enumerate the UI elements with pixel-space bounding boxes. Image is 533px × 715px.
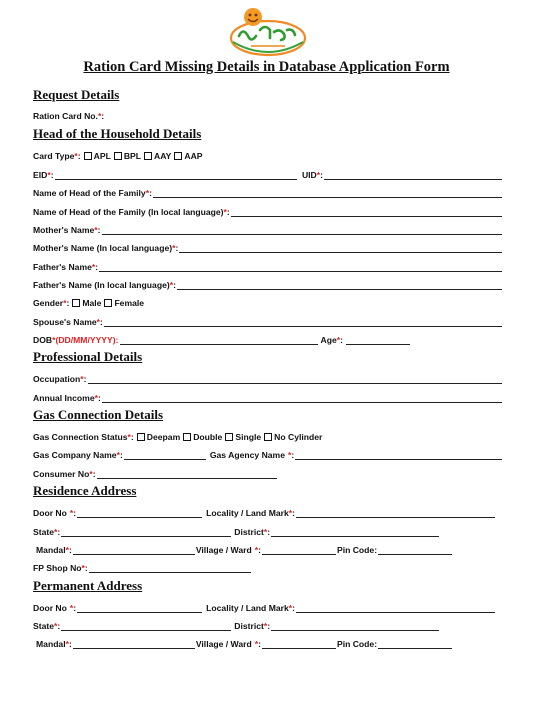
permanent-district-label: District	[234, 621, 264, 631]
residence-district-field[interactable]	[271, 526, 439, 537]
card-type-aay-option[interactable]: AAY	[141, 151, 171, 161]
permanent-state-field[interactable]	[61, 620, 231, 631]
gas-deepam-option[interactable]: Deepam	[134, 432, 180, 442]
residence-door-row: Door No * : Locality / Land Mark * :	[33, 504, 503, 518]
father-name-local-row: Father's Name (In local language) * :	[33, 276, 503, 290]
permanent-pin-code-label: Pin Code:	[336, 639, 378, 649]
dob-field[interactable]	[120, 334, 318, 345]
permanent-village-field[interactable]	[262, 638, 336, 649]
father-name-local-field[interactable]	[177, 279, 502, 290]
permanent-village-label: Village / Ward	[195, 639, 252, 649]
double-checkbox[interactable]	[183, 433, 191, 441]
dob-format: (DD/MM/YYYY):	[55, 335, 119, 345]
residence-village-field[interactable]	[262, 544, 336, 555]
card-type-row: Card Type * : APL BPL AAY AAP	[33, 151, 203, 161]
dob-age-row: DOB * (DD/MM/YYYY): Age * :	[33, 331, 411, 345]
eid-uid-row: EID * : UID * :	[33, 166, 503, 180]
occupation-label: Occupation	[33, 374, 81, 384]
permanent-state-row: State * : District * :	[33, 617, 440, 631]
residence-door-no-field[interactable]	[77, 507, 202, 518]
permanent-locality-field[interactable]	[296, 602, 495, 613]
spouse-name-row: Spouse's Name * :	[33, 313, 503, 327]
single-checkbox[interactable]	[225, 433, 233, 441]
residence-mandal-label: Mandal	[36, 545, 66, 555]
card-type-label: Card Type	[33, 151, 75, 161]
occupation-field[interactable]	[88, 373, 502, 384]
ration-card-no-row: Ration Card No. * :	[33, 111, 105, 121]
spouse-name-field[interactable]	[104, 316, 502, 327]
gas-single-option[interactable]: Single	[222, 432, 261, 442]
head-name-local-row: Name of Head of the Family (In local language) * :	[33, 203, 503, 217]
permanent-locality-label: Locality / Land Mark	[206, 603, 289, 613]
aay-checkbox[interactable]	[144, 152, 152, 160]
gender-label: Gender	[33, 298, 64, 308]
head-name-local-field[interactable]	[231, 206, 502, 217]
gas-agency-label: Gas Agency Name	[209, 450, 285, 460]
meeseva-logo	[227, 6, 309, 58]
permanent-door-no-field[interactable]	[77, 602, 202, 613]
eid-field[interactable]	[55, 169, 297, 180]
section-residence-address: Residence Address	[33, 483, 137, 498]
permanent-mandal-row: Mandal * : Village / Ward * : Pin Code:	[36, 635, 453, 649]
card-type-apl-option[interactable]: APL	[81, 151, 111, 161]
permanent-door-no-label: Door No	[33, 603, 67, 613]
mother-name-label: Mother's Name	[33, 225, 95, 235]
gas-no-cylinder-option[interactable]: No Cylinder	[261, 432, 322, 442]
card-type-bpl-option[interactable]: BPL	[111, 151, 141, 161]
bpl-checkbox[interactable]	[114, 152, 122, 160]
mother-name-row: Mother's Name * :	[33, 221, 503, 235]
permanent-mandal-label: Mandal	[36, 639, 66, 649]
gas-double-option[interactable]: Double	[180, 432, 222, 442]
gas-status-label: Gas Connection Status	[33, 432, 128, 442]
gas-company-row: Gas Company Name * : Gas Agency Name * :	[33, 446, 503, 460]
spouse-name-label: Spouse's Name	[33, 317, 97, 327]
gas-agency-field[interactable]	[295, 449, 502, 460]
residence-pin-code-label: Pin Code:	[336, 545, 378, 555]
residence-village-label: Village / Ward	[195, 545, 252, 555]
uid-field[interactable]	[324, 169, 502, 180]
permanent-door-row: Door No * : Locality / Land Mark * :	[33, 599, 503, 613]
gas-status-row: Gas Connection Status * : Deepam Double Single No Cylinder	[33, 432, 323, 442]
deepam-checkbox[interactable]	[137, 433, 145, 441]
father-name-label: Father's Name	[33, 262, 92, 272]
residence-locality-field[interactable]	[296, 507, 495, 518]
residence-mandal-field[interactable]	[73, 544, 195, 555]
consumer-no-label: Consumer No	[33, 469, 90, 479]
consumer-no-row: Consumer No * :	[33, 465, 278, 479]
residence-locality-label: Locality / Land Mark	[206, 508, 289, 518]
mother-name-local-field[interactable]	[179, 242, 502, 253]
section-gas-connection-details: Gas Connection Details	[33, 407, 163, 422]
fp-shop-no-row: FP Shop No * :	[33, 559, 252, 573]
section-household-details: Head of the Household Details	[33, 126, 202, 141]
male-checkbox[interactable]	[72, 299, 80, 307]
residence-state-field[interactable]	[61, 526, 231, 537]
permanent-district-field[interactable]	[271, 620, 439, 631]
section-permanent-address: Permanent Address	[33, 578, 143, 593]
female-checkbox[interactable]	[104, 299, 112, 307]
gas-company-field[interactable]	[124, 449, 206, 460]
age-label: Age	[320, 335, 337, 345]
annual-income-row: Annual Income * :	[33, 389, 503, 403]
form-title: Ration Card Missing Details in Database Application Form	[83, 59, 450, 75]
consumer-no-field[interactable]	[97, 468, 277, 479]
no-cylinder-checkbox[interactable]	[264, 433, 272, 441]
age-field[interactable]	[346, 334, 410, 345]
occupation-row: Occupation * :	[33, 370, 503, 384]
residence-state-label: State	[33, 527, 55, 537]
mother-name-local-label: Mother's Name (In local language)	[33, 243, 173, 253]
eid-label: EID	[33, 170, 48, 180]
residence-pin-code-field[interactable]	[378, 544, 452, 555]
section-request-details: Request Details	[33, 87, 120, 102]
card-type-aap-option[interactable]: AAP	[171, 151, 202, 161]
father-name-row: Father's Name * :	[33, 258, 503, 272]
dob-label: DOB	[33, 335, 53, 345]
residence-district-label: District	[234, 527, 264, 537]
father-name-field[interactable]	[99, 261, 502, 272]
annual-income-field[interactable]	[102, 392, 502, 403]
permanent-pin-code-field[interactable]	[378, 638, 452, 649]
gender-male-option[interactable]: Male	[69, 298, 101, 308]
mother-name-local-row: Mother's Name (In local language) * :	[33, 239, 503, 253]
permanent-state-label: State	[33, 621, 55, 631]
residence-mandal-row: Mandal * : Village / Ward * : Pin Code:	[36, 541, 453, 555]
section-professional-details: Professional Details	[33, 349, 143, 364]
gas-company-label: Gas Company Name	[33, 450, 117, 460]
annual-income-label: Annual Income	[33, 393, 95, 403]
fp-shop-no-field[interactable]	[89, 562, 251, 573]
head-name-row: Name of Head of the Family * :	[33, 184, 503, 198]
residence-state-row: State * : District * :	[33, 523, 440, 537]
apl-checkbox[interactable]	[84, 152, 92, 160]
mother-name-field[interactable]	[102, 224, 503, 235]
gender-row: Gender * : Male Female	[33, 298, 145, 308]
permanent-mandal-field[interactable]	[73, 638, 195, 649]
ration-card-no-label: Ration Card No.	[33, 111, 98, 121]
uid-label: UID	[301, 170, 317, 180]
gender-female-option[interactable]: Female	[101, 298, 144, 308]
residence-door-no-label: Door No	[33, 508, 67, 518]
aap-checkbox[interactable]	[174, 152, 182, 160]
head-name-local-label: Name of Head of the Family (In local language)	[33, 207, 224, 217]
head-name-field[interactable]	[153, 187, 502, 198]
father-name-local-label: Father's Name (In local language)	[33, 280, 170, 290]
head-name-label: Name of Head of the Family	[33, 188, 146, 198]
fp-shop-no-label: FP Shop No	[33, 563, 82, 573]
